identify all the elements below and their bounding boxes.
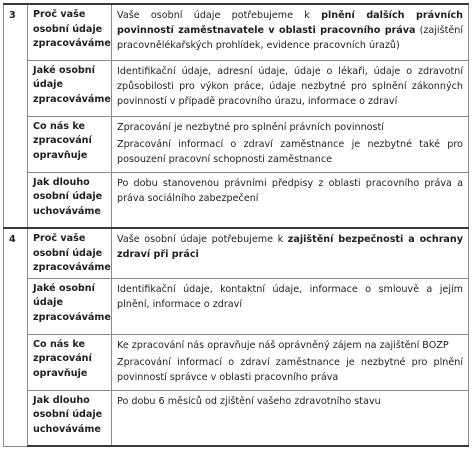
answer-cell — [112, 390, 469, 446]
answer-text: Po dobu stanovenou právními předpisy z oblasti pracovního práva a práva sociálního zabezpečení — [117, 177, 463, 204]
answer-emphasis: zajištění bezpečnosti a ochrany zdraví při práci — [117, 234, 463, 260]
answer-cell — [112, 4, 469, 60]
answer-paragraph — [117, 282, 463, 312]
answer-text: Zpracování informací o zdraví zaměstnance je nezbytné také pro posouzení pracovní schopnosti zaměstnance — [117, 138, 463, 165]
answer-text: Vaše osobní údaje potřebujeme k — [117, 234, 288, 245]
answer-cell — [112, 334, 469, 390]
question-cell: Jaké osobní údaje zpracováváme — [28, 278, 112, 334]
answer-cell — [112, 116, 469, 172]
question-cell: Jaké osobní údaje zpracováváme — [28, 60, 112, 116]
question-cell: Co nás ke zpracování opravňuje — [28, 116, 112, 172]
section-number: 3 — [4, 4, 28, 228]
table-row — [4, 228, 469, 278]
answer-emphasis: plnění dalších právních povinností zaměstnavatele v oblasti pracovního práva — [117, 10, 463, 36]
answer-text: Vaše osobní údaje potřebujeme k — [117, 10, 322, 21]
answer-text: (zajištění pracovnělékařských prohlídek, evidence pracovních úrazů) — [117, 25, 463, 51]
answer-paragraph — [117, 64, 463, 109]
answer-text: Identifikační údaje, kontaktní údaje, informace o smlouvě a jejím plnění, informace o zdraví — [117, 283, 463, 310]
answer-paragraph — [117, 232, 463, 262]
section-number: 4 — [4, 228, 28, 446]
question-cell: Jak dlouho osobní údaje uchováváme — [28, 172, 112, 228]
answer-text: Identifikační údaje, adresní údaje, údaje o lékaři, údaje o zdravotní způsobilosti pro výkon práce, údaje nezbytné pro splnění zákonných povinností v případě pracovního úrazu, informace o zdraví — [117, 65, 463, 107]
table-row — [4, 390, 469, 446]
answer-text: Po dobu 6 měsíců od zjištění vašeho zdravotního stavu — [117, 395, 381, 407]
answer-paragraph — [117, 338, 463, 353]
answer-cell — [112, 278, 469, 334]
answer-cell — [112, 228, 469, 278]
answer-paragraph — [117, 355, 463, 385]
table-row — [4, 334, 469, 390]
table-row — [4, 116, 469, 172]
table-row — [4, 172, 469, 228]
question-cell: Co nás ke zpracování opravňuje — [28, 334, 112, 390]
answer-paragraph — [117, 8, 463, 53]
answer-cell — [112, 60, 469, 116]
gdpr-info-table — [3, 3, 469, 447]
table-row — [4, 278, 469, 334]
answer-text: Ke zpracování nás opravňuje náš oprávněný zájem na zajištění BOZP — [117, 339, 449, 351]
answer-text: Zpracování informací o zdraví zaměstnance je nezbytné pro plnění povinností správce v oblasti pracovního práva — [117, 356, 463, 383]
table-body — [4, 4, 469, 446]
answer-cell — [112, 172, 469, 228]
answer-paragraph — [117, 176, 463, 206]
question-cell: Proč vaše osobní údaje zpracováváme — [28, 4, 112, 60]
answer-paragraph — [117, 120, 463, 135]
answer-text: Zpracování je nezbytné pro splnění právních povinností — [117, 121, 384, 133]
question-cell: Proč vaše osobní údaje zpracováváme — [28, 228, 112, 278]
answer-paragraph — [117, 394, 463, 409]
question-cell: Jak dlouho osobní údaje uchováváme — [28, 390, 112, 446]
table-row — [4, 60, 469, 116]
table-row — [4, 4, 469, 60]
answer-paragraph — [117, 137, 463, 167]
